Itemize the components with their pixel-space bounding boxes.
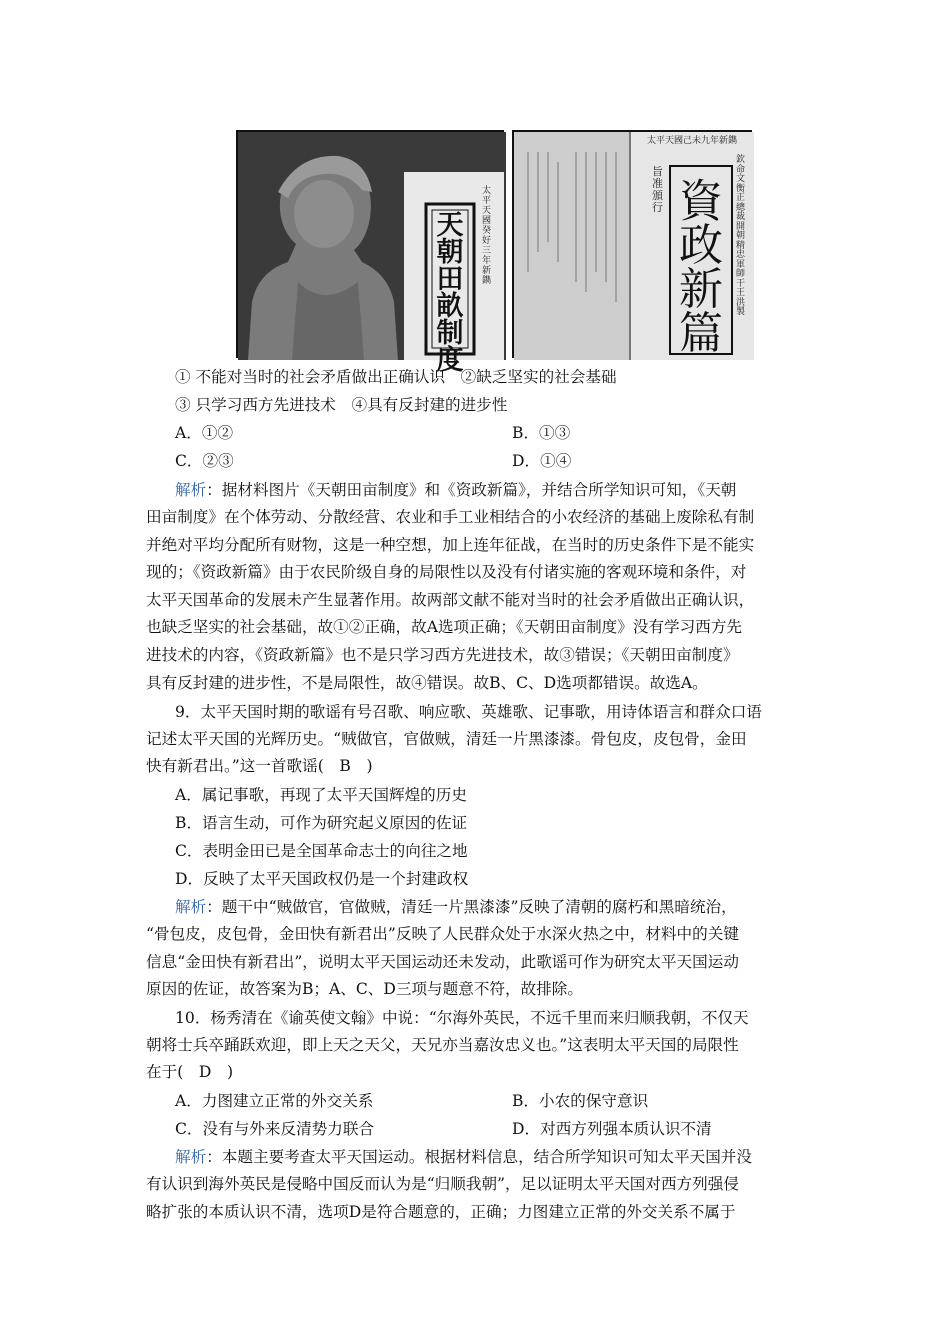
q10-stem-line-3 (146, 1062, 233, 1082)
q9-stem-line-3 (146, 756, 373, 776)
q8-options-line-2: ③ 只学习西方先进技术 ④具有反封建的进步性 (175, 396, 508, 414)
hong-xiuquan-statue-photo (236, 130, 504, 376)
q9-option-a: A．属记事歌，再现了太平天国辉煌的历史 (175, 786, 467, 804)
q10-stem-line-2: 朝将士兵卒踊跃欢迎，即上天之天父，天兄亦当嘉汝忠义也。”这表明太平天国的局限性 (146, 1036, 739, 1054)
q9-answer: B (339, 757, 351, 775)
q8-option-c: C．②③ (175, 452, 234, 470)
q9-stem-line-1: 9．太平天国时期的歌谣有号召歌、响应歌、英雄歌、记事歌，用诗体语言和群众口语 (175, 703, 762, 721)
q9-option-d: D．反映了太平天国政权仍是一个封建政权 (175, 870, 469, 888)
q8-explanation-line-4: 现的；《资政新篇》由于农民阶级自身的局限性以及没有付诸实施的客观环境和条件，对 (146, 563, 747, 581)
q8-option-b: B．①③ (512, 424, 571, 442)
zizheng-xinpian-photo (512, 130, 752, 358)
q10-explanation-line-2: 有认识到海外英民是侵略中国反而认为是“归顺我朝”，足以证明太平天国对西方列强侵 (146, 1175, 739, 1193)
right-book-title: 資政新篇 (679, 176, 723, 359)
q9-option-c: C．表明金田已是全国革命志士的向往之地 (175, 842, 468, 860)
q8-option-d: D．①④ (512, 452, 572, 470)
q8-explanation-line-1 (175, 480, 736, 500)
q9-paren-close: ) (350, 757, 373, 775)
q9-explanation-line-4: 原因的佐证，故答案为B；A、C、D三项与题意不符，故排除。 (146, 980, 583, 998)
q9-option-b: B．语言生动，可作为研究起义原因的佐证 (175, 814, 468, 832)
q10-stem-text: 在于( (146, 1063, 199, 1081)
q8-explanation-line-8: 具有反封建的进步性，不是局限性，故④错误。故B、C、D选项都错误。故选A。 (146, 674, 708, 692)
q10-paren-close: ) (211, 1063, 234, 1081)
q10-option-b: B．小农的保守意识 (512, 1092, 649, 1110)
right-book-side-text: 欽命文衡正總裁開朝精忠軍師干王洪 製 (736, 155, 746, 317)
historical-figure (236, 130, 752, 376)
q8-explanation-line-6: 也缺乏坚实的社会基础，故①②正确，故A选项正确；《天朝田亩制度》没有学习西方先 (146, 618, 743, 636)
q8-jiexi-label: 解析 (175, 481, 207, 499)
q8-explanation-line-7: 进技术的内容，《资政新篇》也不是只学习西方先进技术，故③错误；《天朝田亩制度》 (146, 646, 739, 664)
right-book-small: 旨准頒行 (652, 165, 663, 214)
q9-explanation-line-3: 信息“金田快有新君出”，说明太平天国运动还未发动，此歌谣可作为研究太平天国运动 (146, 953, 739, 971)
left-book-title: 天朝田畝制度 (436, 210, 464, 376)
q10-option-d: D．对西方列强本质认识不清 (512, 1120, 712, 1138)
q8-explanation-text-1: ：据材料图片《天朝田亩制度》和《资政新篇》，并结合所学知识可知，《天朝 (206, 481, 737, 499)
q9-explanation-text-1: ：题干中“贼做官，官做贼，清廷一片黑漆漆”反映了清朝的腐朽和黑暗统治， (206, 898, 737, 916)
q9-jiexi-label: 解析 (175, 898, 207, 916)
q8-options-line-1: ① 不能对当时的社会矛盾做出正确认识 ②缺乏坚实的社会基础 (175, 368, 617, 386)
q10-stem-line-1: 10．杨秀清在《谕英使文翰》中说：“尔海外英民，不远千里而来归顺我朝，不仅天 (175, 1009, 749, 1027)
q10-explanation-line-1 (175, 1147, 752, 1167)
q10-answer: D (198, 1063, 212, 1081)
q10-explanation-line-3: 略扩张的本质认识不清，选项D是符合题意的，正确；力图建立正常的外交关系不属于 (146, 1203, 736, 1221)
q8-option-a: A．①② (175, 424, 234, 442)
q8-explanation-line-2: 田亩制度》在个体劳动、分散经营、农业和手工业相结合的小农经济的基础上废除私有制 (146, 508, 755, 526)
left-book-header: 太平天國癸好三年新鐫 (482, 186, 492, 286)
q9-explanation-line-2: “骨包皮，皮包骨，金田快有新君出”反映了人民群众处于水深火热之中，材料中的关键 (146, 925, 739, 943)
q10-jiexi-label: 解析 (175, 1148, 207, 1166)
q8-explanation-line-5: 太平天国革命的发展未产生显著作用。故两部文献不能对当时的社会矛盾做出正确认识， (146, 591, 755, 609)
right-book-header: 太平天國己未九年新鐫 (646, 136, 737, 146)
q9-explanation-line-1 (175, 897, 737, 917)
q10-option-a: A．力图建立正常的外交关系 (175, 1092, 374, 1110)
q8-explanation-line-3: 并绝对平均分配所有财物，这是一种空想，加上连年征战，在当时的历史条件下是不能实 (146, 536, 755, 554)
q10-option-c: C．没有与外来反清势力联合 (175, 1120, 375, 1138)
q9-stem-text: 快有新君出。”这一首歌谣( (146, 757, 340, 775)
q10-explanation-text-1: ：本题主要考查太平天国运动。根据材料信息，结合所学知识可知太平天国并没 (206, 1148, 752, 1166)
q9-stem-line-2: 记述太平天国的光辉历史。“贼做官，官做贼，清廷一片黑漆漆。骨包皮，皮包骨，金田 (146, 730, 747, 748)
